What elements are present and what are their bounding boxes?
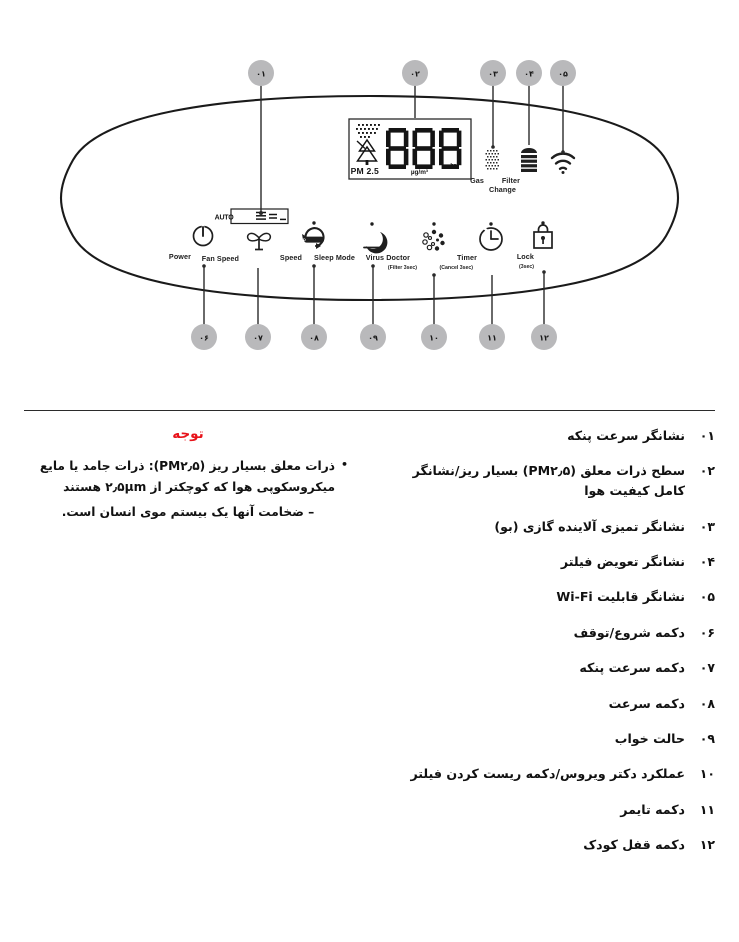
lower-content (0, 416, 739, 856)
legend-text: دکمه تایمر (620, 801, 685, 817)
lcd-hr-unit: hr (450, 163, 456, 169)
filter-change-label-1: Filter (501, 176, 520, 185)
svg-text:۱۱: ۱۱ (487, 333, 497, 343)
callout-badge-3 (480, 60, 506, 86)
callout-badge-4 (516, 60, 542, 86)
callout-badge-12 (531, 324, 557, 350)
note-title: توجه (172, 426, 204, 442)
callout-badge-5 (550, 60, 576, 86)
timer-button-sub: (Cancel 3sec) (439, 265, 473, 271)
list-item (383, 658, 715, 678)
timer-button-label: Timer (457, 253, 477, 262)
list-item (383, 694, 715, 714)
legend-number: ۰۳ (699, 518, 715, 534)
callout-badge-10 (421, 324, 447, 350)
svg-text:۰۸: ۰۸ (309, 333, 319, 343)
list-item (383, 552, 715, 572)
svg-text:۰۷: ۰۷ (253, 333, 263, 343)
list-item (383, 461, 715, 501)
legend-number: ۰۵ (699, 589, 715, 605)
speed-button-inner-text: SPEED (292, 237, 306, 242)
lcd-pm-unit: µg/m³ (410, 169, 428, 176)
legend-number: ۰۷ (699, 660, 715, 676)
legend-number: ۰۲ (699, 463, 715, 479)
control-panel-diagram (0, 0, 739, 400)
legend-text: دکمه شروع/توقف (573, 624, 685, 640)
list-item (383, 800, 715, 820)
section-divider (24, 410, 715, 411)
legend-number: ۱۲ (699, 837, 715, 853)
callout-badge-7 (245, 324, 271, 350)
note-subnote: – ضخامت آنها یک بیستم موی انسان است. (61, 504, 315, 519)
note-bullet: • (340, 458, 348, 471)
power-button-label: Power (168, 252, 191, 261)
note-block (28, 426, 348, 523)
callout-badge-6 (191, 324, 217, 350)
filter-change-label-2: Change (489, 185, 516, 194)
svg-text:۰۹: ۰۹ (368, 333, 378, 343)
svg-text:۰۳: ۰۳ (488, 69, 498, 79)
list-item (383, 623, 715, 643)
svg-text:۰۲: ۰۲ (410, 69, 420, 79)
svg-text:۰۱: ۰۱ (256, 69, 266, 79)
svg-text:۰۴: ۰۴ (524, 69, 534, 79)
note-body: ذرات معلق بسیار ریز (PM۲٫۵): ذرات جامد یا مایع میکروسکوپی هوا که کوچکتر از ۲٫۵μm هستند (39, 459, 335, 494)
lock-button-label: Lock (516, 252, 534, 261)
note-item (28, 456, 348, 498)
callout-badge-8 (301, 324, 327, 350)
virus-doctor-button-sub: (Filter 3sec) (387, 265, 417, 271)
legend-text: دکمه سرعت (608, 695, 685, 711)
legend-number: ۰۶ (699, 624, 715, 640)
svg-text:۰۵: ۰۵ (558, 69, 568, 79)
legend-number: ۱۱ (699, 801, 715, 817)
legend-text: نشانگر سرعت پنکه (567, 428, 685, 443)
list-item (383, 517, 715, 537)
legend-number: ۰۱ (699, 428, 715, 443)
lcd-screen (349, 119, 471, 179)
fan-speed-auto-text: AUTO (214, 214, 234, 222)
legend-text: نشانگر تمیزی آلاینده گازی (بو) (494, 518, 685, 534)
list-item (383, 764, 715, 784)
list-item (383, 729, 715, 749)
legend-text: دکمه سرعت پنکه (579, 660, 685, 676)
legend-number: ۰۴ (699, 554, 715, 570)
gas-indicator-label: Gas (470, 176, 484, 185)
legend-list (383, 426, 715, 871)
legend-text: عملکرد دکتر ویروس/دکمه ریست کردن فیلتر (410, 766, 685, 782)
callout-badge-11 (479, 324, 505, 350)
legend-text: دکمه قفل کودک (583, 837, 685, 853)
legend-text: نشانگر تعویض فیلتر (560, 554, 685, 570)
callout-badge-2 (402, 60, 428, 86)
virus-doctor-button-label: Virus Doctor (365, 253, 410, 262)
callout-badge-1 (248, 60, 274, 86)
sleep-mode-button-label: Sleep Mode (314, 253, 355, 262)
legend-number: ۰۹ (699, 731, 715, 747)
legend-number: ۱۰ (699, 766, 715, 782)
fan-speed-button-label: Fan Speed (201, 254, 239, 263)
legend-text: حالت خواب (614, 731, 685, 747)
svg-text:۰۶: ۰۶ (199, 333, 209, 343)
list-item (383, 835, 715, 855)
list-item (383, 587, 715, 607)
speed-button-label: Speed (279, 253, 302, 262)
lcd-pm-label: PM 2.5 (350, 166, 379, 176)
legend-text: سطح ذرات معلق (PM۲٫۵) بسیار ریز/نشانگر کامل کیفیت هوا (412, 463, 685, 499)
lock-button-sub: (3sec) (518, 264, 534, 270)
legend-text: نشانگر قابلیت Wi-Fi (556, 589, 685, 605)
legend-number: ۰۸ (699, 695, 715, 711)
svg-text:۱۰: ۱۰ (429, 333, 439, 343)
callout-badge-9 (360, 324, 386, 350)
svg-text:۱۲: ۱۲ (539, 333, 549, 343)
list-item (383, 426, 715, 446)
